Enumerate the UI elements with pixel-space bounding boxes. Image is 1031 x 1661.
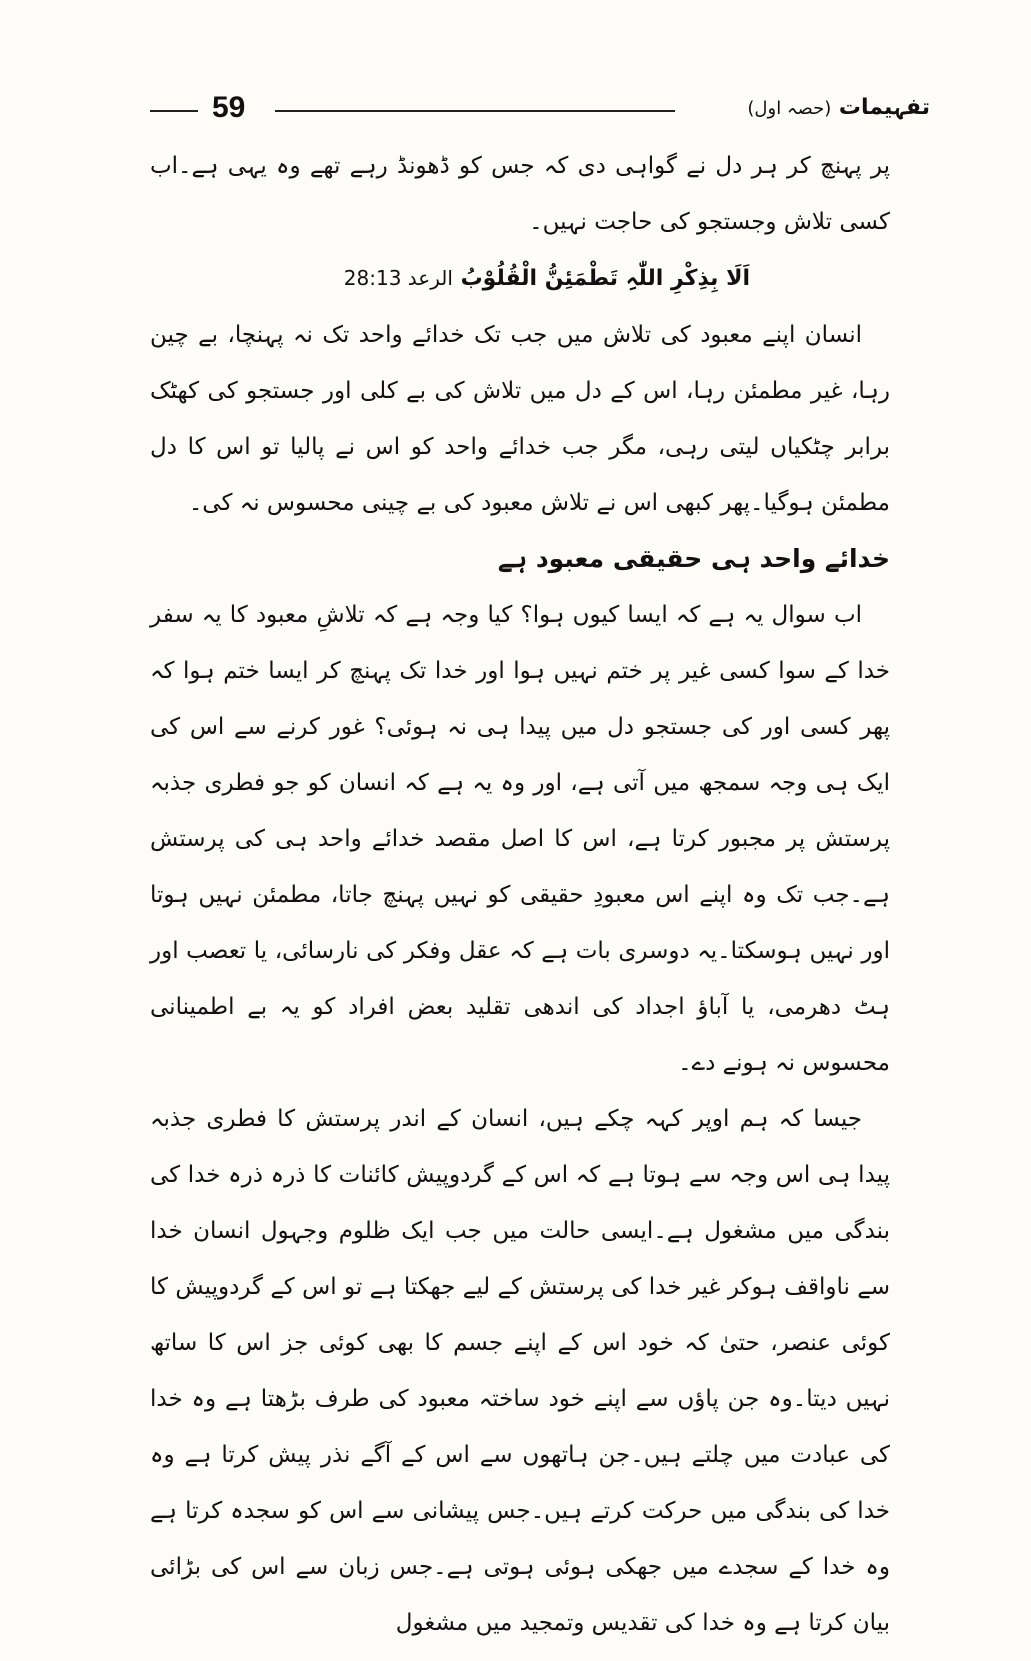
page-number: 59 — [212, 91, 246, 124]
page-header — [150, 88, 930, 128]
paragraph-2: انسان اپنے معبود کی تلاش میں جب تک خدائے واحد تک نہ پہنچا، بے چین رہا، غیر مطمئن رہا، اس کے دل میں تلاش کی بے کلی اور جستجو کی کھٹک برابر چٹکیاں لیتی رہی، مگر جب خدائے واحد کو اس نے پالیا تو اس کا دل مطمئن ہوگیا۔پھر کبھی اس نے تلاش معبود کی بے چینی محسوس نہ کی۔ — [150, 322, 890, 516]
running-title — [747, 90, 930, 127]
header-rule-left — [150, 110, 198, 112]
paragraph-3: اب سوال یہ ہے کہ ایسا کیوں ہوا؟ کیا وجہ ہے کہ تلاشِ معبود کا یہ سفر خدا کے سوا کسی غیر پر ختم نہیں ہوا اور خدا تک پہنچ کر ایسا ختم ہوا کہ پھر کسی اور کی جستجو دل میں پیدا ہی نہ ہوئی؟ غور کرنے سے اس کی ایک ہی وجہ سمجھ میں آتی ہے، اور وہ یہ ہے کہ انسان کو جو فطری جذبہ پرستش پر مجبور کرتا ہے، اس کا اصل مقصد خدائے واحد ہی کی پرستش ہے۔جب تک وہ اپنے اس معبودِ حقیقی کو نہیں پہنچ جاتا، مطمئن نہیں ہوتا اور نہیں ہوسکتا۔یہ دوسری بات ہے کہ عقل وفکر کی نارسائی، یا تعصب اور ہٹ دھرمی، یا آباؤ اجداد کی اندھی تقلید بعض افراد کو یہ بے اطمینانی محسوس نہ ہونے دے۔ — [150, 602, 890, 1076]
paragraph-1: پر پہنچ کر ہر دل نے گواہی دی کہ جس کو ڈھونڈ رہے تھے وہ یہی ہے۔اب کسی تلاش وجستجو کی حاجت نہیں۔ — [150, 153, 890, 235]
verse-text: اَلَا بِذِکْرِ اللّٰہِ تَطْمَئِنُّ الْقُلُوْبُ — [460, 266, 750, 291]
verse-reference: الرعد 28:13 — [343, 266, 453, 290]
book-title: تفہیمات — [838, 95, 930, 120]
section-heading: خدائے واحد ہی حقیقی معبود ہے — [497, 544, 890, 573]
header-rule-right — [275, 110, 675, 112]
paragraph-4: جیسا کہ ہم اوپر کہہ چکے ہیں، انسان کے اندر پرستش کا فطری جذبہ پیدا ہی اس وجہ سے ہوتا ہے کہ اس کے گردوپیش کائنات کا ذرہ ذرہ خدا کی بندگی میں مشغول ہے۔ایسی حالت میں جب ایک ظلوم وجہول انسان خدا سے ناواقف ہوکر غیر خدا کی پرستش کے لیے جھکتا ہے تو اس کے گردوپیش کا کوئی عنصر، حتیٰ کہ خود اس کے اپنے جسم کا بھی کوئی جز اس کا ساتھ نہیں دیتا۔وہ جن پاؤں سے اپنے خود ساختہ معبود کی طرف بڑھتا ہے وہ خدا کی عبادت میں چلتے ہیں۔جن ہاتھوں سے اس کے آگے نذر پیش کرتا ہے وہ خدا کی بندگی میں حرکت کرتے ہیں۔جس پیشانی سے اس کو سجدہ کرتا ہے وہ خدا کے سجدے میں جھکی ہوئی ہوتی ہے۔جس زبان سے اس کی بڑائی بیان کرتا ہے وہ خدا کی تقدیس وتمجید میں مشغول — [150, 1106, 890, 1636]
page-body — [150, 138, 890, 1651]
book-part: (حصہ اول) — [747, 98, 832, 119]
quran-verse — [150, 250, 890, 307]
